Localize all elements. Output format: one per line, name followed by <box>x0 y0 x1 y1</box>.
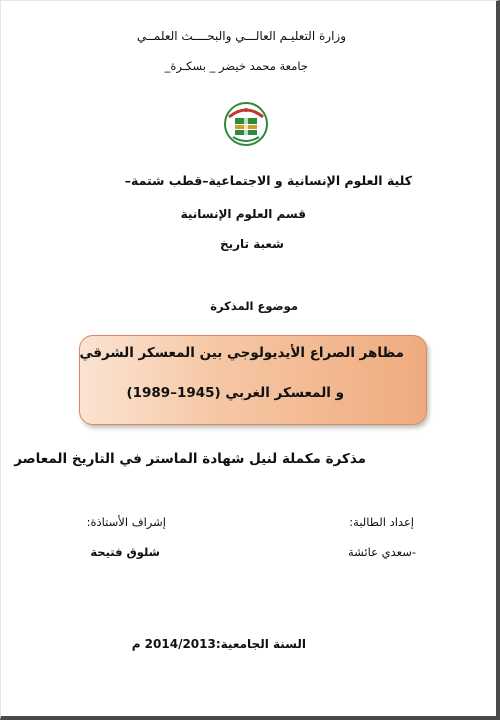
university-name: جامعة محمد خيضر _ بسكـرة_ <box>164 59 308 73</box>
student-name: -سعدي عائشة <box>347 545 416 559</box>
thesis-title-line1: مظاهر الصراع الأيديولوجي بين المعسكر الشرقي <box>79 345 404 361</box>
supervisor-name: شلوق فتيحة <box>90 545 160 559</box>
thesis-title-line2: و المعسكر الغربي (1945–1989) <box>126 385 344 401</box>
topic-label: موضوع المذكرة <box>210 299 298 313</box>
university-emblem-icon <box>223 101 269 147</box>
supervisor-label: إشراف الأستاذة: <box>86 515 166 529</box>
student-label: إعداد الطالبة: <box>349 515 414 529</box>
thesis-purpose: مذكرة مكملة لنيل شهادة الماستر في التاريخ المعاصر <box>14 451 366 467</box>
faculty-name: كلية العلوم الإنسانية و الاجتماعية–قطب شتمة– <box>124 173 412 188</box>
branch-name: شعبة تاريخ <box>219 237 284 251</box>
ministry-name: وزارة التعليـم العالـــي والبحــــث العلمــي <box>136 29 346 43</box>
academic-year: السنة الجامعية:2014/2013 م <box>131 637 306 651</box>
department-name: قسم العلوم الإنسانية <box>180 207 306 221</box>
